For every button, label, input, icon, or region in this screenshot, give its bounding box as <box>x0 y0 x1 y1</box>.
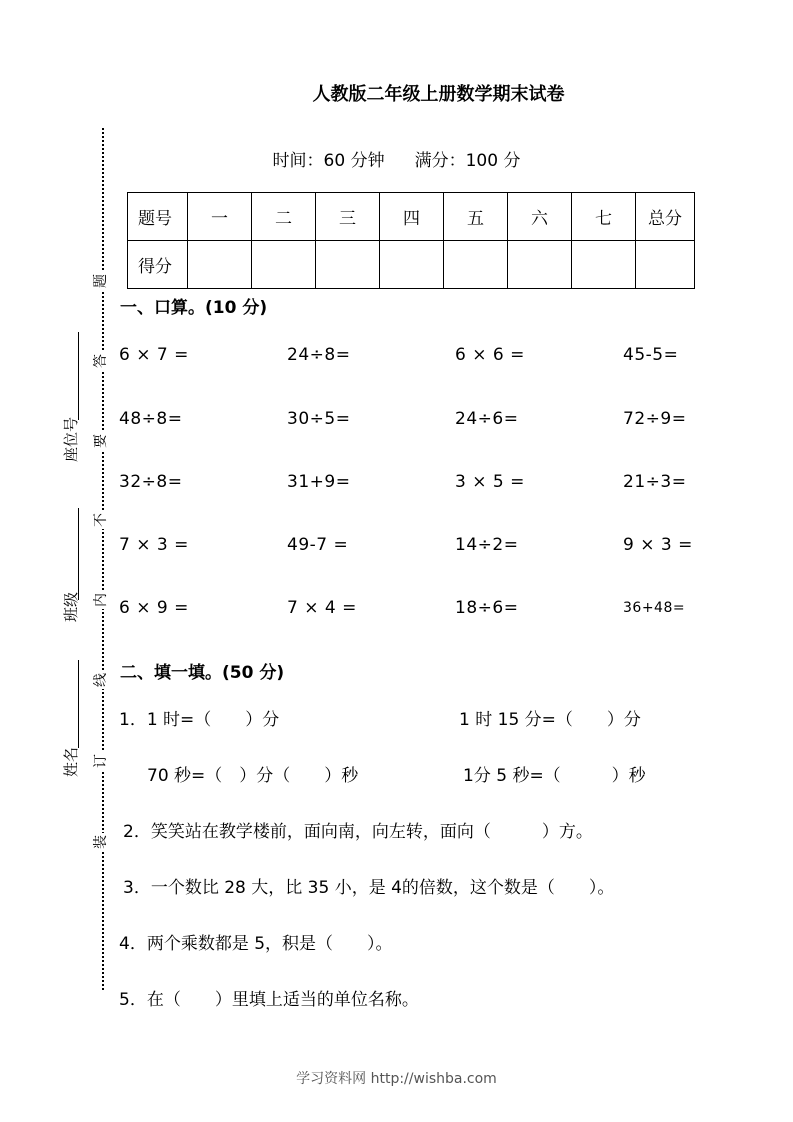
calc-problem: 18÷6= <box>455 598 519 618</box>
question-1d: 1分 5 秒=（ ）秒 <box>463 766 646 786</box>
score-cell[interactable] <box>508 241 572 289</box>
full-score: 满分：100 分 <box>414 151 521 171</box>
exam-info <box>0 149 793 173</box>
margin-char: 线 <box>93 673 109 687</box>
calc-problem: 72÷9= <box>623 409 687 429</box>
score-cell[interactable] <box>572 241 636 289</box>
score-table <box>127 192 695 289</box>
question-1a: 1．1 时=（ ）分 <box>119 710 280 730</box>
margin-char: 不 <box>93 513 109 527</box>
question-4: 4．两个乘数都是 5，积是（ ）。 <box>119 934 393 954</box>
score-cell[interactable] <box>380 241 444 289</box>
score-cell[interactable] <box>444 241 508 289</box>
calc-problem: 45-5= <box>623 345 679 365</box>
score-row-label: 得分 <box>128 241 188 289</box>
calc-problem: 9 × 3 = <box>623 535 693 555</box>
name-label: 姓名 <box>62 746 80 777</box>
margin-char: 答 <box>93 354 109 368</box>
question-3: 3．一个数比 28 大，比 35 小，是 4的倍数，这个数是（ ）。 <box>123 878 615 898</box>
page-title: 人教版二年级上册数学期末试卷 <box>312 84 565 105</box>
calc-problem: 36+48= <box>623 600 686 616</box>
table-header-cell: 一 <box>188 193 252 241</box>
question-1c: 70 秒=（ ）分（ ）秒 <box>147 766 359 786</box>
table-header-cell: 三 <box>316 193 380 241</box>
table-header-cell: 七 <box>572 193 636 241</box>
margin-char: 订 <box>93 754 109 768</box>
score-table-score-row <box>128 241 695 289</box>
table-header-cell: 六 <box>508 193 572 241</box>
calc-problem: 6 × 6 = <box>455 345 525 365</box>
binding-dotted-line <box>102 128 104 990</box>
score-cell[interactable] <box>316 241 380 289</box>
calc-problem: 21÷3= <box>623 472 687 492</box>
calc-problem: 7 × 3 = <box>119 535 189 555</box>
calc-problem: 14÷2= <box>455 535 519 555</box>
section-1-heading: 一、口算。(10 分) <box>120 298 268 318</box>
footer-watermark: 学习资料网 http://wishba.com <box>296 1071 497 1087</box>
calc-problem: 6 × 7 = <box>119 345 189 365</box>
calc-problem: 31+9= <box>287 472 351 492</box>
table-header-cell: 二 <box>252 193 316 241</box>
table-header-cell: 五 <box>444 193 508 241</box>
class-blank[interactable] <box>78 508 79 600</box>
margin-char: 题 <box>93 274 109 288</box>
margin-char: 要 <box>93 434 109 448</box>
calc-problem: 32÷8= <box>119 472 183 492</box>
table-header-cell: 总分 <box>636 193 695 241</box>
score-cell[interactable] <box>252 241 316 289</box>
question-1b: 1 时 15 分=（ ）分 <box>459 710 641 730</box>
table-header-cell: 题号 <box>128 193 188 241</box>
calc-problem: 3 × 5 = <box>455 472 525 492</box>
calc-problem: 6 × 9 = <box>119 598 189 618</box>
section-2-heading: 二、填一填。(50 分) <box>120 663 285 683</box>
table-header-cell: 四 <box>380 193 444 241</box>
question-5: 5．在（ ）里填上适当的单位名称。 <box>119 990 419 1010</box>
question-2: 2．笑笑站在教学楼前，面向南，向左转，面向（ ）方。 <box>123 822 593 842</box>
time-limit: 时间：60 分钟 <box>272 151 385 171</box>
calc-problem: 24÷8= <box>287 345 351 365</box>
calc-problem: 30÷5= <box>287 409 351 429</box>
name-blank[interactable] <box>78 660 79 748</box>
score-cell[interactable] <box>636 241 695 289</box>
margin-char: 内 <box>93 593 109 607</box>
margin-char: 装 <box>93 835 109 849</box>
class-label: 班级 <box>62 591 80 622</box>
calc-problem: 48÷8= <box>119 409 183 429</box>
score-cell[interactable] <box>188 241 252 289</box>
seat-number-blank[interactable] <box>78 332 79 420</box>
calc-problem: 49-7 = <box>287 535 349 555</box>
calc-problem: 7 × 4 = <box>287 598 357 618</box>
seat-number-label: 座位号 <box>62 416 80 462</box>
score-table-header-row <box>128 193 695 241</box>
calc-problem: 24÷6= <box>455 409 519 429</box>
